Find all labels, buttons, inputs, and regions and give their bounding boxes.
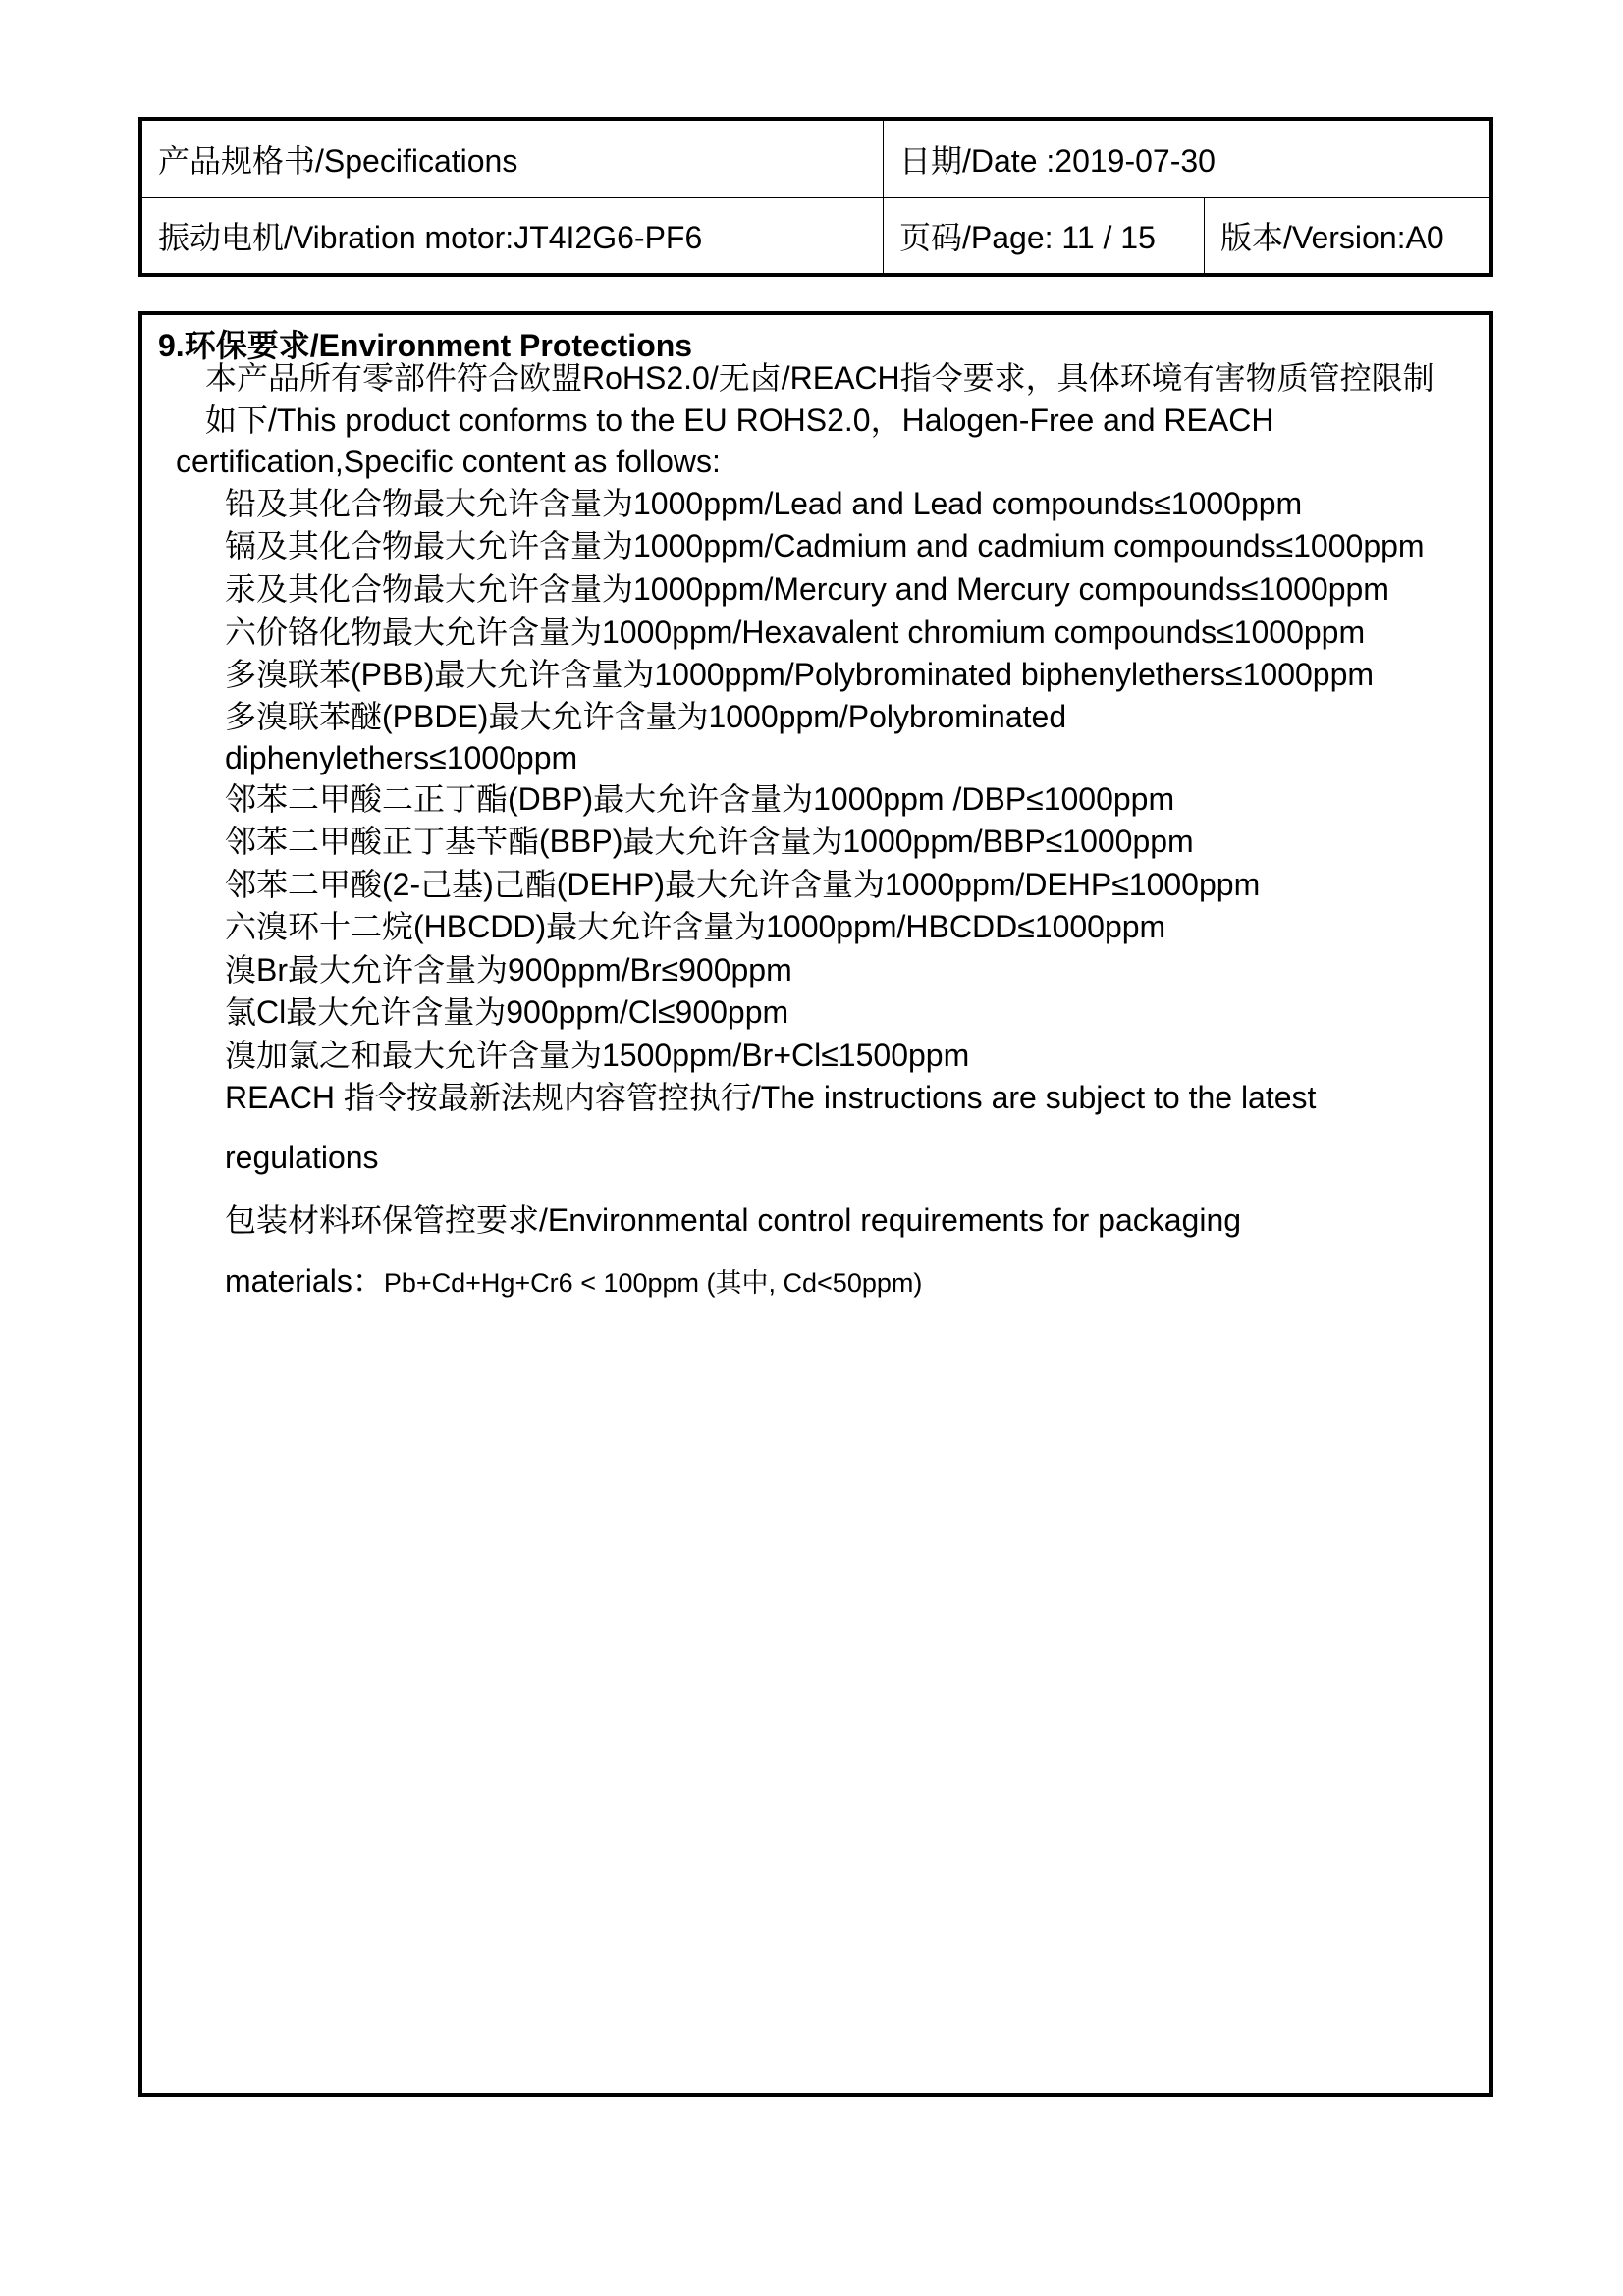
header-table <box>138 117 1493 277</box>
intro-line-1: 本产品所有零部件符合欧盟RoHS2.0/无卤/REACH指令要求，具体环境有害物质管控限制 <box>205 360 1434 396</box>
list-item: 氯Cl最大允许含量为900ppm/Cl≤900ppm <box>225 994 789 1030</box>
intro-line-3: certification,Specific content as follows: <box>176 444 721 479</box>
page-number-cell: 页码/Page: 11 / 15 <box>884 198 1205 273</box>
list-item: 六价铬化物最大允许含量为1000ppm/Hexavalent chromium compounds≤1000ppm <box>225 614 1366 650</box>
spec-title-cell: 产品规格书/Specifications <box>142 121 884 197</box>
list-item: 多溴联苯(PBB)最大允许含量为1000ppm/Polybrominated biphenylethers≤1000ppm <box>225 657 1375 692</box>
list-item: 汞及其化合物最大允许含量为1000ppm/Mercury and Mercury compounds≤1000ppm <box>225 571 1389 607</box>
header-row-2 <box>142 198 1489 273</box>
reach-line: REACH 指令按最新法规内容管控执行/The instructions are subject to the latest <box>225 1080 1317 1115</box>
list-item: 溴加氯之和最大允许含量为1500ppm/Br+Cl≤1500ppm <box>225 1038 970 1073</box>
list-item: 多溴联苯醚(PBDE)最大允许含量为1000ppm/Polybrominated <box>225 699 1067 734</box>
list-item: 铅及其化合物最大允许含量为1000ppm/Lead and Lead compounds≤1000ppm <box>225 486 1303 521</box>
packaging-line-1: 包装材料环保管控要求/Environmental control requirements for packaging <box>225 1202 1242 1238</box>
list-item: 邻苯二甲酸二正丁酯(DBP)最大允许含量为1000ppm /DBP≤1000ppm <box>225 781 1175 817</box>
content-box <box>138 311 1493 2097</box>
product-cell: 振动电机/Vibration motor:JT4I2G6-PF6 <box>142 198 884 273</box>
list-item: 邻苯二甲酸(2-己基)己酯(DEHP)最大允许含量为1000ppm/DEHP≤1000ppm <box>225 867 1261 902</box>
list-item: diphenylethers≤1000ppm <box>225 740 578 775</box>
header-row-1 <box>142 121 1489 198</box>
list-item: 镉及其化合物最大允许含量为1000ppm/Cadmium and cadmium compounds≤1000ppm <box>225 528 1425 563</box>
packaging-line-2 <box>225 1261 922 1303</box>
list-item: 溴Br最大允许含量为900ppm/Br≤900ppm <box>225 952 792 988</box>
intro-line-2: 如下/This product conforms to the EU ROHS2.0，Halogen-Free and REACH <box>205 402 1274 438</box>
version-cell: 版本/Version:A0 <box>1220 220 1444 255</box>
section-title: 9.环保要求/Environment Protections <box>158 328 693 363</box>
packaging-limit-text: Pb+Cd+Hg+Cr6 < 100ppm (其中, Cd<50ppm) <box>383 1268 923 1298</box>
reach-line-cont: regulations <box>225 1140 379 1175</box>
list-item: 邻苯二甲酸正丁基苄酯(BBP)最大允许含量为1000ppm/BBP≤1000ppm <box>225 824 1194 859</box>
packaging-materials-label: materials： <box>225 1263 384 1299</box>
list-item: 六溴环十二烷(HBCDD)最大允许含量为1000ppm/HBCDD≤1000ppm <box>225 909 1166 944</box>
date-cell: 日期/Date :2019-07-30 <box>899 143 1216 179</box>
